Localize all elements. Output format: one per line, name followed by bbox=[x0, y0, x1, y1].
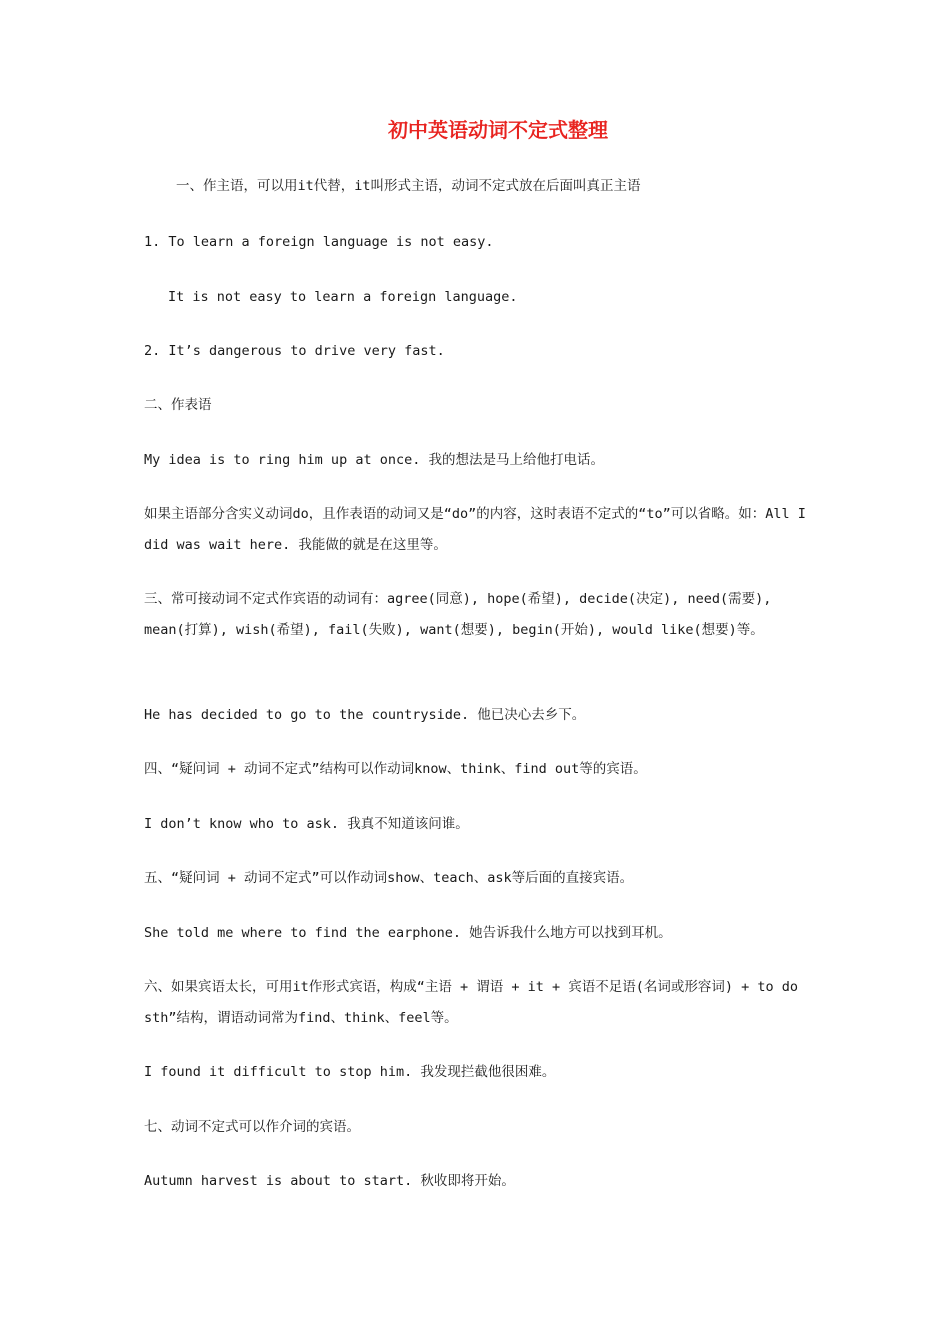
section-2-heading: 二、作表语 bbox=[144, 397, 212, 413]
section-1-heading: 一、作主语，可以用it代替，it叫形式主语，动词不定式放在后面叫真正主语 bbox=[176, 178, 641, 194]
section-4-heading: 四、“疑问词 + 动词不定式”结构可以作动词know、think、find out等的宾语。 bbox=[144, 761, 647, 777]
document-title: 初中英语动词不定式整理 bbox=[388, 118, 608, 142]
note-predicative: 如果主语部分含实义动词do，且作表语的动词又是“do”的内容，这时表语不定式的“to”可以省略。如：All I did was wait here. 我能做的就是在这里等。 bbox=[144, 506, 806, 553]
example-question-word-1: I don’t know who to ask. 我真不知道该问谁。 bbox=[144, 816, 469, 832]
example-predicative: My idea is to ring him up at once. 我的想法是马上给他打电话。 bbox=[144, 452, 604, 468]
section-5-heading: 五、“疑问词 + 动词不定式”可以作动词show、teach、ask等后面的直接宾语。 bbox=[144, 870, 634, 886]
example-2: 2. It’s dangerous to drive very fast. bbox=[144, 343, 445, 359]
section-6-heading: 六、如果宾语太长，可用it作形式宾语，构成“主语 + 谓语 + it + 宾语不足语(名词或形容词) + to do sth”结构，谓语动词常为find、think、feel等。 bbox=[144, 979, 799, 1026]
example-1a: 1. To learn a foreign language is not easy. bbox=[144, 234, 494, 250]
section-3-heading: 三、常可接动词不定式作宾语的动词有：agree(同意), hope(希望), decide(决定), need(需要), mean(打算), wish(希望), fail(失败), want(想要), begin(开始), would like(想要)等。 bbox=[144, 591, 772, 638]
example-1b: It is not easy to learn a foreign language. bbox=[168, 289, 518, 305]
example-formal-object: I found it difficult to stop him. 我发现拦截他很困难。 bbox=[144, 1064, 556, 1080]
example-object: He has decided to go to the countryside. 他已决心去乡下。 bbox=[144, 707, 586, 723]
example-preposition-object: Autumn harvest is about to start. 秋收即将开始。 bbox=[144, 1173, 515, 1189]
example-question-word-2: She told me where to find the earphone. 她告诉我什么地方可以找到耳机。 bbox=[144, 925, 672, 941]
section-7-heading: 七、动词不定式可以作介词的宾语。 bbox=[144, 1119, 360, 1135]
